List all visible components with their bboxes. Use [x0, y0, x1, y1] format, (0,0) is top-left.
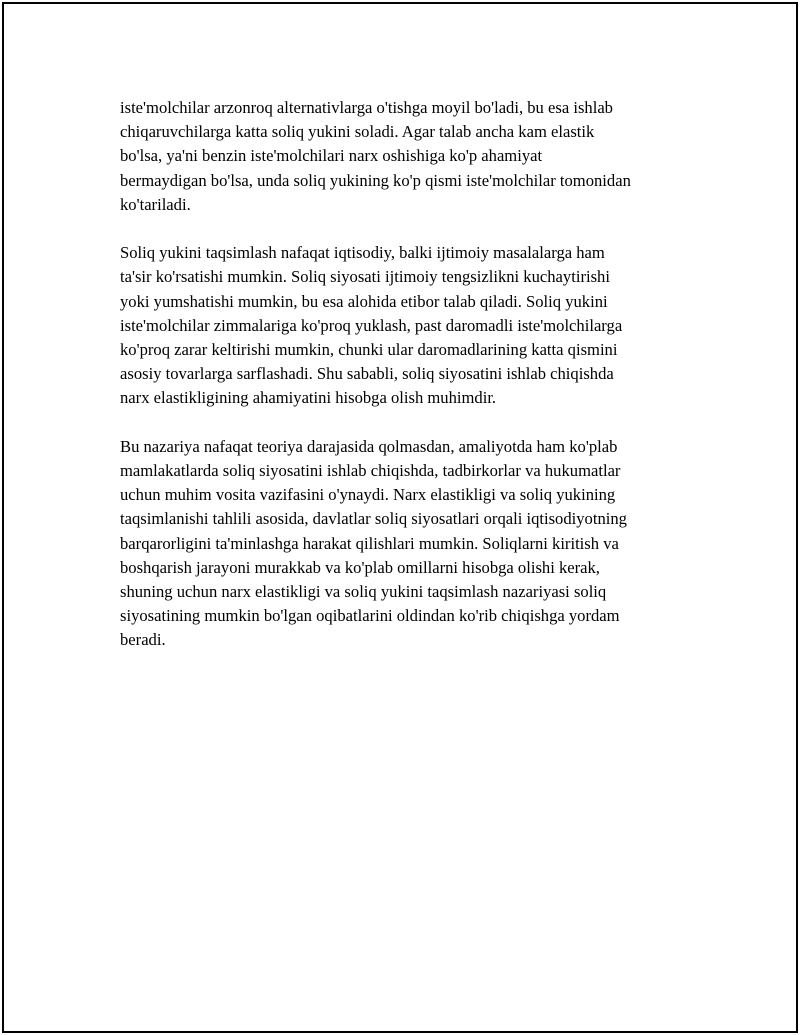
- paragraph-1: [120, 96, 686, 217]
- text-line: boshqarish jarayoni murakkab va ko'plab omillarni hisobga olishi kerak,: [120, 557, 600, 577]
- paragraph-2: [120, 241, 686, 410]
- text-line: bermaydigan bo'lsa, unda soliq yukining ko'p qismi iste'molchilar tomonidan: [120, 170, 631, 190]
- text-line: siyosatining mumkin bo'lgan oqibatlarini oldindan ko'rib chiqishga yordam: [120, 606, 620, 626]
- text-line: mamlakatlarda soliq siyosatini ishlab chiqishda, tadbirkorlar va hukumatlar: [120, 461, 621, 481]
- text-line: ko'tariladi.: [120, 194, 191, 214]
- text-line: iste'molchilar arzonroq alternativlarga o'tishga moyil bo'ladi, bu esa ishlab: [120, 98, 613, 117]
- text-line: shuning uchun narx elastikligi va soliq yukini taqsimlash nazariyasi soliq: [120, 582, 607, 602]
- text-line: Soliq yukini taqsimlash nafaqat iqtisodiy, balki ijtimoiy masalalarga ham: [120, 243, 605, 263]
- text-line: iste'molchilar zimmalariga ko'proq yuklash, past daromadli iste'molchilarga: [120, 315, 623, 335]
- text-line: ko'proq zarar keltirishi mumkin, chunki ular daromadlarining katta qismini: [120, 340, 618, 360]
- text-line: yoki yumshatishi mumkin, bu esa alohida etibor talab qiladi. Soliq yukini: [120, 291, 608, 311]
- text-line: asosiy tovarlarga sarflashadi. Shu sababli, soliq siyosatini ishlab chiqishda: [120, 364, 614, 384]
- text-line: taqsimlanishi tahlili asosida, davlatlar soliq siyosatlari orqali iqtisodiyotning: [120, 509, 627, 529]
- text-line: uchun muhim vosita vazifasini o'ynaydi. Narx elastikligi va soliq yukining: [120, 485, 616, 505]
- text-line: narx elastikligining ahamiyatini hisobga olish muhimdir.: [120, 388, 497, 408]
- text-line: beradi.: [120, 630, 166, 650]
- text-line: bo'lsa, ya'ni benzin iste'molchilari narx oshishiga ko'p ahamiyat: [120, 146, 543, 166]
- document-body: [120, 96, 686, 677]
- document-page: [2, 2, 798, 1033]
- text-line: chiqaruvchilarga katta soliq yukini soladi. Agar talab ancha kam elastik: [120, 122, 595, 142]
- text-line: Bu nazariya nafaqat teoriya darajasida qolmasdan, amaliyotda ham ko'plab: [120, 436, 618, 456]
- text-line: barqarorligini ta'minlashga harakat qilishlari mumkin. Soliqlarni kiritish va: [120, 533, 619, 553]
- paragraph-3: [120, 435, 686, 653]
- text-line: ta'sir ko'rsatishi mumkin. Soliq siyosati ijtimoiy tengsizlikni kuchaytirishi: [120, 267, 610, 287]
